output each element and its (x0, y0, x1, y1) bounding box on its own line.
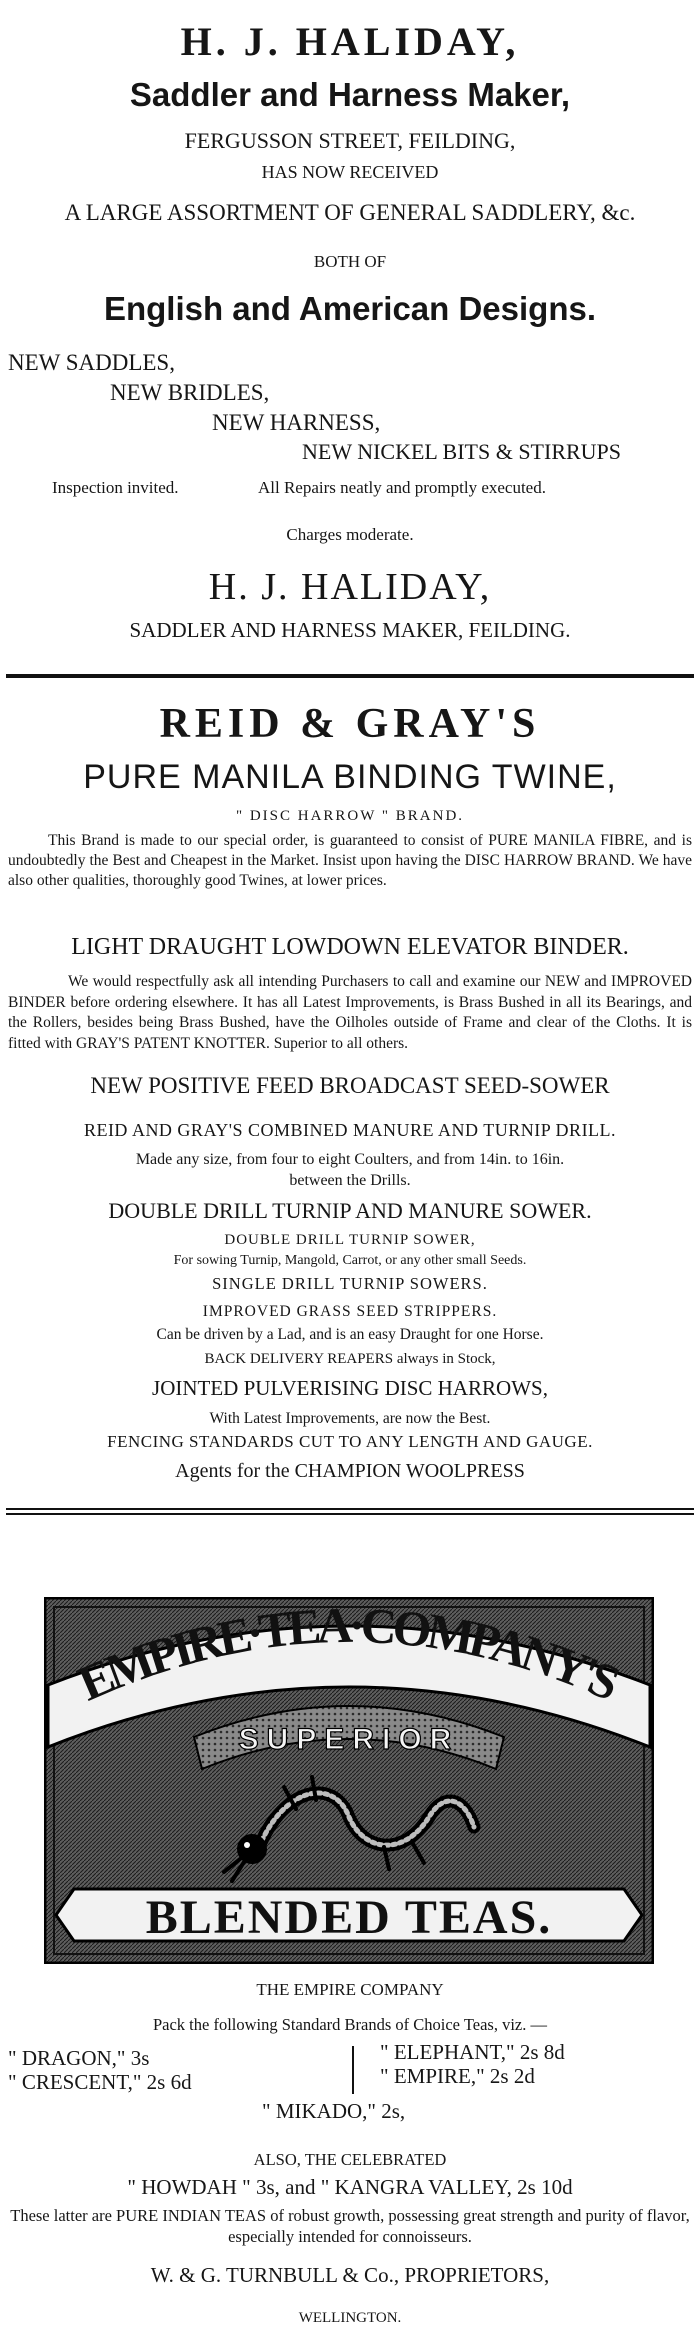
reid-strippers-text: Can be driven by a Lad, and is an easy Draught for one Horse. (156, 1326, 544, 1343)
reid-drill-text: between the Drills. (289, 1172, 411, 1189)
haliday-assortment: A LARGE ASSORTMENT OF GENERAL SADDLERY, &c. (64, 200, 636, 225)
empire-howdah: " HOWDAH " 3s, and " KANGRA VALLEY, 2s 10d (127, 2175, 573, 2199)
reid-binder-head: LIGHT DRAUGHT LOWDOWN ELEVATOR BINDER. (71, 934, 629, 960)
haliday-received: HAS NOW RECEIVED (261, 162, 439, 182)
brand-separator (352, 2046, 354, 2094)
reid-twine-text: This Brand is made to our special order, is guaranteed to consist of PURE MANILA FIBRE, and is undoubtedly the Best and Cheapest in the Market. Insist upon having the DISC HARROW BRAND. We have also other qualities, thoroughly good Twines, at lower prices. (8, 832, 692, 889)
reid-drill-text: Made any size, from four to eight Coulters, and from 14in. to 16in. (135, 1151, 565, 1168)
reid-agents: Agents for the CHAMPION WOOLPRESS (175, 1460, 525, 1482)
haliday-name: H. J. HALIDAY, (180, 19, 520, 64)
empire-tea-engraving (44, 1597, 654, 1964)
haliday-item: NEW NICKEL BITS & STIRRUPS (302, 439, 622, 464)
haliday-item: NEW BRIDLES, (110, 380, 270, 405)
reid-harrows-text: With Latest Improvements, are now the Best. (209, 1410, 491, 1427)
tea-brand-mikado: " MIKADO," 2s, (262, 2099, 406, 2123)
empire-company: THE EMPIRE COMPANY (256, 1980, 444, 1999)
haliday-footer-trade: SADDLER AND HARNESS MAKER, FEILDING. (129, 618, 571, 642)
haliday-footer-name: H. J. HALIDAY, (208, 566, 492, 608)
brand-list-left (8, 2046, 192, 2094)
empire-proprietors: W. & G. TURNBULL & Co., PROPRIETORS, (150, 2263, 550, 2287)
empire-pack: Pack the following Standard Brands of Choice Teas, viz. — (152, 2015, 547, 2034)
reid-binder-text: We would respectfully ask all intending Purchasers to call and examine our NEW and IMPROVED BINDER before ordering elsewhere. It has all Latest Improvements, is Brass Bushed in all its Bearings, and the Rollers, besides being Brass Bushed, have the Oilholes outside of Frame and clear of the Cloths. It is fitted with GRAY'S PATENT KNOTTER. Superior to all others. (8, 973, 692, 1052)
reid-title: REID & GRAY'S (159, 701, 541, 747)
haliday-item: NEW SADDLES, (8, 350, 175, 375)
tea-brand: " EMPIRE," 2s 2d (380, 2064, 535, 2088)
haliday-trade: Saddler and Harness Maker, (129, 76, 571, 113)
divider (6, 674, 694, 678)
empire-city: WELLINGTON. (298, 2310, 402, 2326)
haliday-item: NEW HARNESS, (212, 410, 381, 435)
reid-double-head: DOUBLE DRILL TURNIP AND MANURE SOWER. (108, 1198, 592, 1223)
empire-also: ALSO, THE CELEBRATED (253, 2150, 447, 2169)
brand-list-right (380, 2040, 565, 2088)
haliday-both-of: BOTH OF (313, 252, 387, 271)
reid-product: PURE MANILA BINDING TWINE, (83, 758, 617, 796)
haliday-address: FERGUSSON STREET, FEILDING, (184, 128, 516, 153)
reid-single: SINGLE DRILL TURNIP SOWERS. (212, 1274, 488, 1293)
reid-strippers: IMPROVED GRASS SEED STRIPPERS. (202, 1303, 498, 1320)
haliday-designs: English and American Designs. (103, 290, 597, 327)
haliday-charges: Charges moderate. (286, 525, 414, 544)
blended-text: BLENDED TEAS. (145, 1891, 553, 1944)
reid-sower-head: NEW POSITIVE FEED BROADCAST SEED-SOWER (90, 1073, 610, 1098)
tea-brand: " ELEPHANT," 2s 8d (380, 2040, 565, 2064)
reid-drill-head: REID AND GRAY'S COMBINED MANURE AND TURNIP DRILL. (83, 1120, 617, 1140)
haliday-repairs: All Repairs neatly and promptly executed. (258, 478, 546, 497)
divider (6, 1508, 694, 1510)
reid-reapers: BACK DELIVERY REAPERS always in Stock, (204, 1351, 496, 1367)
tea-brand: " DRAGON," 3s (8, 2046, 150, 2070)
reid-brand: " DISC HARROW " BRAND. (235, 808, 465, 824)
reid-double-text: For sowing Turnip, Mangold, Carrot, or any other small Seeds. (173, 1253, 527, 1268)
reid-harrows: JOINTED PULVERISING DISC HARROWS, (152, 1376, 548, 1400)
reid-double-sub: DOUBLE DRILL TURNIP SOWER, (224, 1232, 476, 1248)
empire-tea-label-art (44, 1597, 654, 1964)
haliday-inspection: Inspection invited. (52, 478, 179, 497)
empire-indian: These latter are PURE INDIAN TEAS of robust growth, possessing great strength and purity of flavor, especially intended for connoisseurs. (10, 2206, 690, 2246)
tea-brand: " CRESCENT," 2s 6d (8, 2070, 192, 2094)
superior-text: SUPERIOR (238, 1723, 460, 1756)
banner-text: EMPIRE·TEA·COMPANY'S (70, 1597, 629, 1712)
divider (6, 1513, 694, 1515)
reid-fencing: FENCING STANDARDS CUT TO ANY LENGTH AND GAUGE. (107, 1432, 593, 1451)
